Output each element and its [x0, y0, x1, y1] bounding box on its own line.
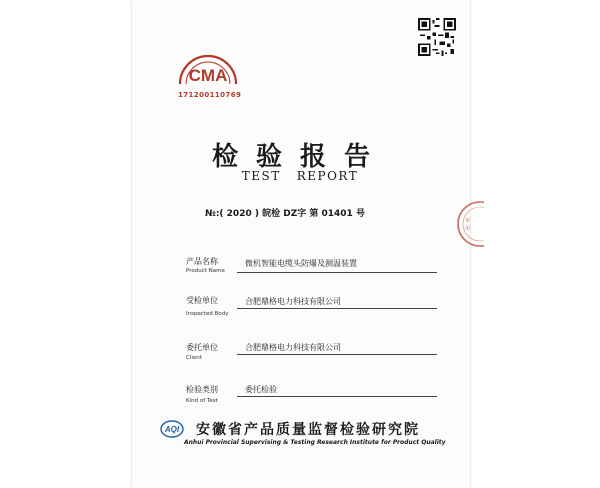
field-label-client: 委托单位 [186, 343, 218, 352]
field-label-en-inspected-body: Inspected Body [186, 311, 229, 317]
svg-text:章: 章 [465, 218, 471, 224]
report-title-cn: 检验报告 [211, 142, 388, 172]
qr-code [418, 18, 456, 56]
institute-name-cn: 安徽省产品质量监督检验研究院 [196, 422, 420, 438]
svg-text:用: 用 [465, 226, 471, 232]
inspection-seal [454, 200, 484, 248]
field-underline [237, 396, 437, 397]
report-number: №:( 2020 ) 皖检 DZ字 第 01401 号 [205, 209, 365, 219]
svg-text:AQI: AQI [164, 425, 180, 434]
field-underline [237, 308, 437, 309]
cma-number: 171200110769 [178, 91, 242, 99]
field-label-en-product-name: Product Name [186, 268, 225, 274]
field-label-en-kind-of-test: Kind of Test [186, 398, 218, 404]
aqi-logo [160, 420, 184, 438]
cma-logo [176, 54, 240, 86]
field-label-kind-of-test: 检验类别 [186, 385, 218, 394]
institute-name-en: Anhui Provincial Supervising & Testing Research Institute for Product Quality [184, 439, 446, 446]
field-label-en-client: Client [186, 355, 202, 361]
field-label-product-name: 产品名称 [186, 257, 218, 266]
report-title-en [190, 169, 410, 183]
svg-text:CMA: CMA [188, 66, 228, 85]
field-value-product-name: 微机智能电缆头防爆及测温装置 [245, 259, 357, 268]
field-label-inspected-body: 受检单位 [186, 296, 218, 305]
field-value-client: 合肥鼎格电力科技有限公司 [245, 343, 341, 352]
field-underline [237, 272, 437, 273]
field-value-inspected-body: 合肥鼎格电力科技有限公司 [245, 297, 341, 306]
report-title-en-part1: TEST [241, 169, 281, 183]
field-value-kind-of-test: 委托检验 [245, 385, 277, 394]
report-title-en-part2: REPORT [296, 169, 359, 183]
field-underline [237, 354, 437, 355]
